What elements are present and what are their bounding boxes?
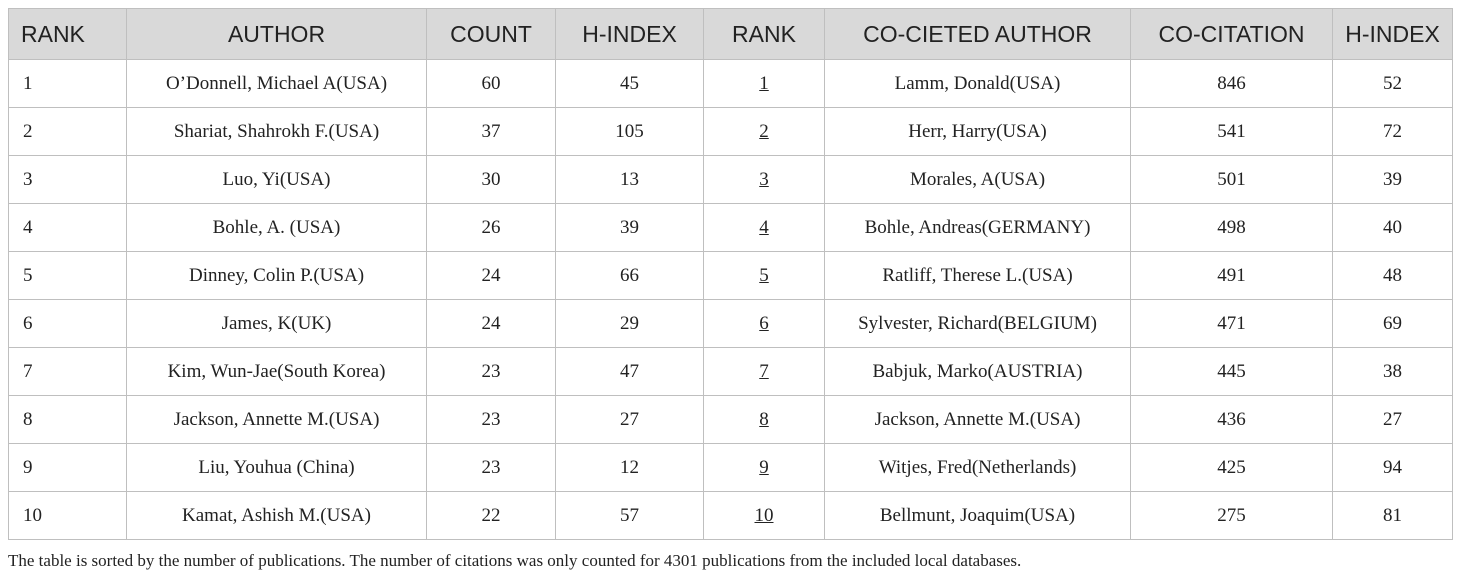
cell-rank: 7 (9, 348, 127, 396)
cell-co-cited-rank (704, 300, 825, 348)
co-cited-rank-link[interactable]: 5 (759, 264, 769, 286)
cell-author: Dinney, Colin P.(USA) (127, 252, 427, 300)
cell-co-cited-h-index: 72 (1333, 108, 1453, 156)
cell-rank: 1 (9, 60, 127, 108)
header-rank-2: RANK (704, 9, 825, 60)
header-co-cited-author: CO-CIETED AUTHOR (825, 9, 1131, 60)
co-cited-rank-link[interactable]: 2 (759, 120, 769, 142)
cell-co-cited-author: Bohle, Andreas(GERMANY) (825, 204, 1131, 252)
cell-co-cited-h-index: 94 (1333, 444, 1453, 492)
cell-author: Jackson, Annette M.(USA) (127, 396, 427, 444)
cell-co-cited-h-index: 69 (1333, 300, 1453, 348)
cell-rank: 5 (9, 252, 127, 300)
co-cited-rank-link[interactable]: 9 (759, 456, 769, 478)
cell-author: Kim, Wun-Jae(South Korea) (127, 348, 427, 396)
header-rank: RANK (9, 9, 127, 60)
cell-co-cited-author: Jackson, Annette M.(USA) (825, 396, 1131, 444)
cell-count: 23 (427, 396, 556, 444)
cell-co-cited-author: Lamm, Donald(USA) (825, 60, 1131, 108)
cell-author: Shariat, Shahrokh F.(USA) (127, 108, 427, 156)
table-footnote: The table is sorted by the number of publications. The number of citations was only counted for 4301 publications from the included local databases. (8, 551, 1022, 570)
cell-count: 37 (427, 108, 556, 156)
cell-co-cited-author: Babjuk, Marko(AUSTRIA) (825, 348, 1131, 396)
cell-count: 23 (427, 444, 556, 492)
table-header-row (9, 9, 1453, 60)
table-row (9, 492, 1453, 540)
cell-co-cited-rank (704, 492, 825, 540)
cell-h-index: 105 (556, 108, 704, 156)
cell-co-citation: 445 (1131, 348, 1333, 396)
cell-author: Kamat, Ashish M.(USA) (127, 492, 427, 540)
cell-h-index: 45 (556, 60, 704, 108)
cell-co-citation: 501 (1131, 156, 1333, 204)
cell-co-cited-author: Ratliff, Therese L.(USA) (825, 252, 1131, 300)
cell-co-cited-h-index: 81 (1333, 492, 1453, 540)
cell-co-cited-h-index: 38 (1333, 348, 1453, 396)
table-container (8, 8, 1452, 540)
cell-author: Liu, Youhua (China) (127, 444, 427, 492)
cell-h-index: 29 (556, 300, 704, 348)
co-cited-rank-link[interactable]: 3 (759, 168, 769, 190)
cell-rank: 9 (9, 444, 127, 492)
cell-co-cited-rank (704, 108, 825, 156)
cell-co-cited-rank (704, 156, 825, 204)
cell-count: 60 (427, 60, 556, 108)
cell-co-cited-author: Morales, A(USA) (825, 156, 1131, 204)
cell-count: 23 (427, 348, 556, 396)
cell-co-citation: 275 (1131, 492, 1333, 540)
cell-co-cited-rank (704, 60, 825, 108)
cell-co-cited-rank (704, 444, 825, 492)
cell-co-cited-h-index: 52 (1333, 60, 1453, 108)
cell-co-citation: 491 (1131, 252, 1333, 300)
cell-h-index: 57 (556, 492, 704, 540)
table-row (9, 204, 1453, 252)
cell-co-cited-rank (704, 396, 825, 444)
cell-rank: 2 (9, 108, 127, 156)
co-cited-rank-link[interactable]: 4 (759, 216, 769, 238)
cell-co-cited-rank (704, 348, 825, 396)
cell-co-cited-rank (704, 252, 825, 300)
cell-rank: 6 (9, 300, 127, 348)
header-h-index: H-INDEX (556, 9, 704, 60)
cell-author: O’Donnell, Michael A(USA) (127, 60, 427, 108)
cell-h-index: 39 (556, 204, 704, 252)
cell-h-index: 13 (556, 156, 704, 204)
cell-co-citation: 541 (1131, 108, 1333, 156)
cell-co-cited-h-index: 39 (1333, 156, 1453, 204)
header-h-index-2: H-INDEX (1333, 9, 1453, 60)
cell-count: 24 (427, 252, 556, 300)
cell-count: 22 (427, 492, 556, 540)
header-count: COUNT (427, 9, 556, 60)
cell-co-cited-h-index: 27 (1333, 396, 1453, 444)
cell-co-cited-author: Sylvester, Richard(BELGIUM) (825, 300, 1131, 348)
table-row (9, 60, 1453, 108)
header-co-citation: CO-CITATION (1131, 9, 1333, 60)
co-cited-rank-link[interactable]: 10 (754, 504, 774, 526)
cell-co-cited-h-index: 40 (1333, 204, 1453, 252)
table-row (9, 252, 1453, 300)
co-cited-rank-link[interactable]: 6 (759, 312, 769, 334)
cell-rank: 4 (9, 204, 127, 252)
cell-h-index: 47 (556, 348, 704, 396)
table-row (9, 396, 1453, 444)
cell-co-citation: 471 (1131, 300, 1333, 348)
cell-count: 24 (427, 300, 556, 348)
cell-author: James, K(UK) (127, 300, 427, 348)
cell-co-cited-h-index: 48 (1333, 252, 1453, 300)
cell-author: Luo, Yi(USA) (127, 156, 427, 204)
cell-co-cited-author: Witjes, Fred(Netherlands) (825, 444, 1131, 492)
table-body (9, 60, 1453, 540)
cell-co-citation: 846 (1131, 60, 1333, 108)
cell-h-index: 12 (556, 444, 704, 492)
header-author: AUTHOR (127, 9, 427, 60)
cell-author: Bohle, A. (USA) (127, 204, 427, 252)
table-row (9, 108, 1453, 156)
co-cited-rank-link[interactable]: 1 (759, 72, 769, 94)
table-row (9, 156, 1453, 204)
table-row (9, 348, 1453, 396)
cell-h-index: 66 (556, 252, 704, 300)
co-cited-rank-link[interactable]: 7 (759, 360, 769, 382)
cell-rank: 3 (9, 156, 127, 204)
cell-co-cited-author: Bellmunt, Joaquim(USA) (825, 492, 1131, 540)
table-row (9, 444, 1453, 492)
author-table (8, 8, 1453, 540)
cell-rank: 10 (9, 492, 127, 540)
cell-co-cited-author: Herr, Harry(USA) (825, 108, 1131, 156)
cell-rank: 8 (9, 396, 127, 444)
cell-co-citation: 425 (1131, 444, 1333, 492)
cell-co-citation: 498 (1131, 204, 1333, 252)
cell-h-index: 27 (556, 396, 704, 444)
cell-count: 26 (427, 204, 556, 252)
cell-co-cited-rank (704, 204, 825, 252)
cell-co-citation: 436 (1131, 396, 1333, 444)
table-row (9, 300, 1453, 348)
cell-count: 30 (427, 156, 556, 204)
co-cited-rank-link[interactable]: 8 (759, 408, 769, 430)
